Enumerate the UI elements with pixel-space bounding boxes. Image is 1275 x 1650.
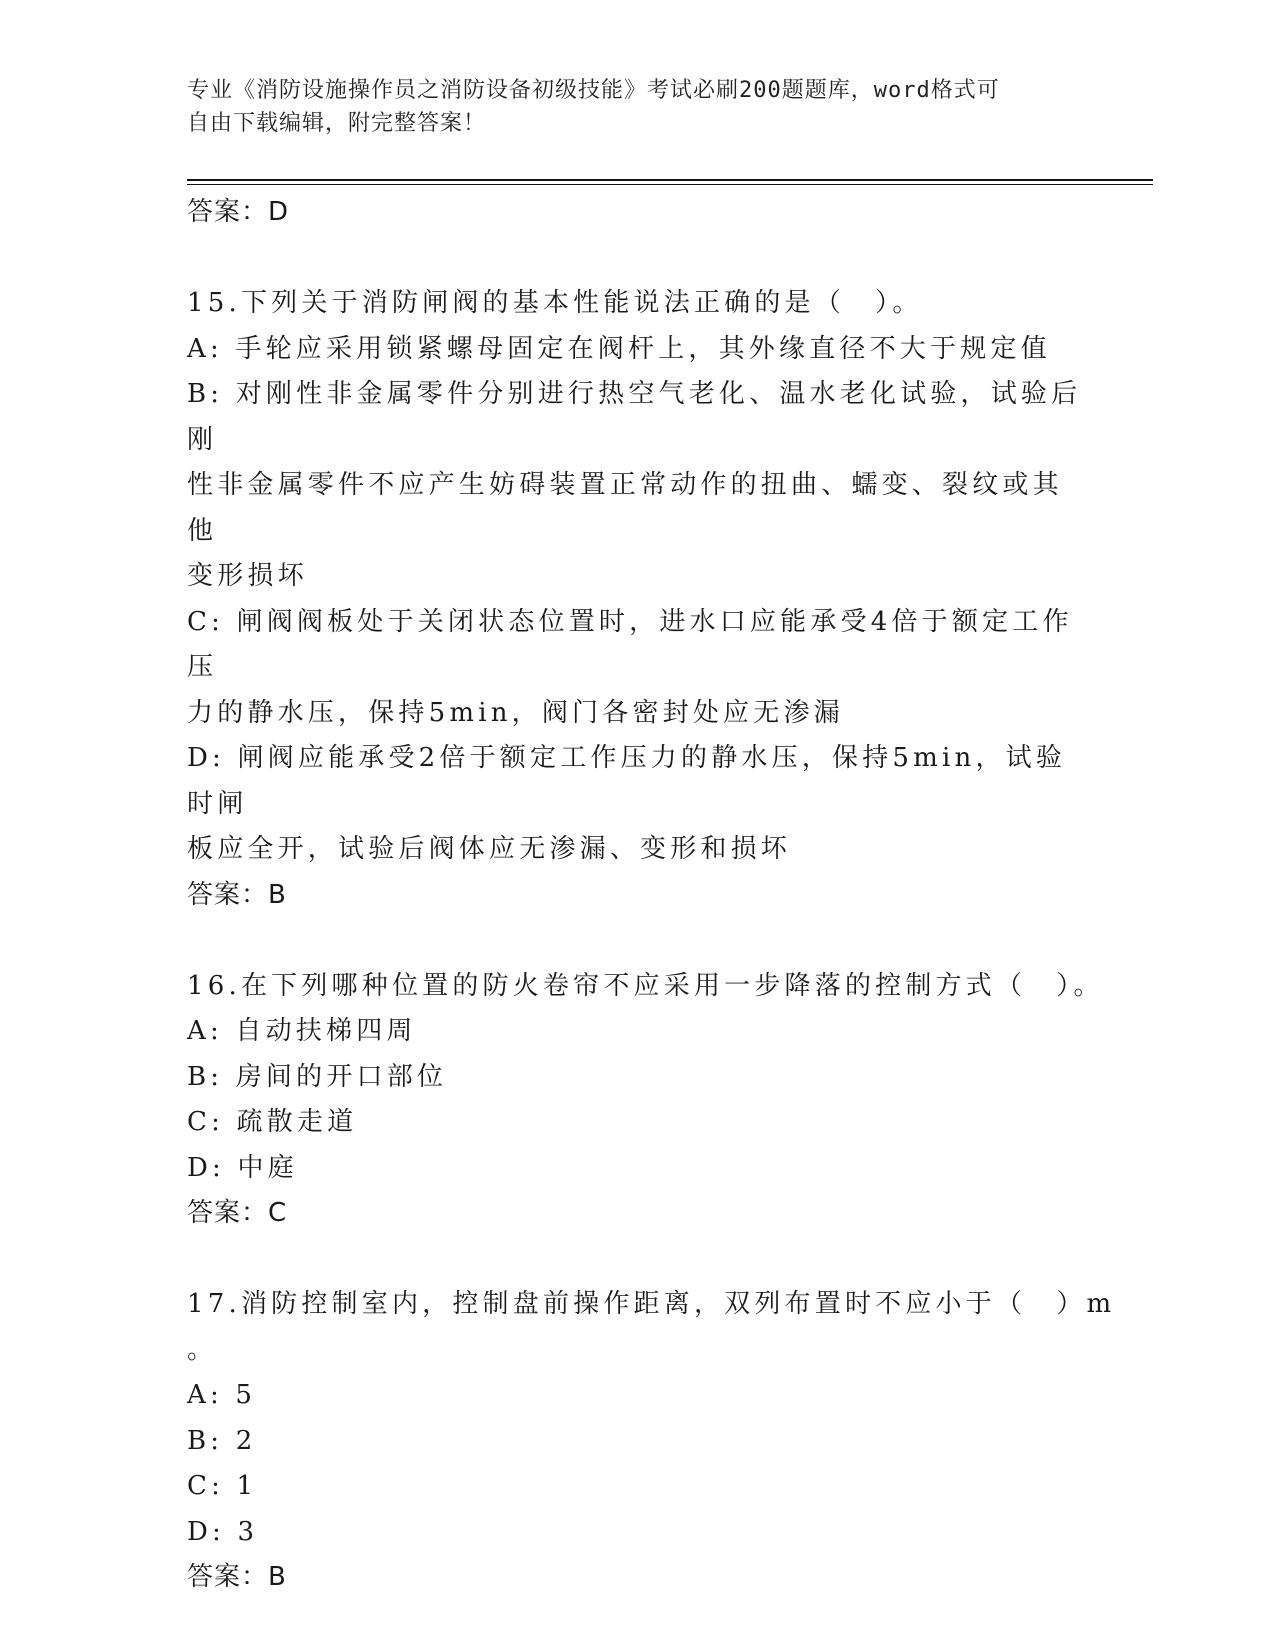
- question-answer: 答案：B: [187, 879, 287, 910]
- option-d: D: 闸阀应能承受2倍于额定工作压力的静水压，保持5min，试验时闸: [187, 743, 1067, 819]
- option-a: A: 5: [187, 1380, 257, 1410]
- question-stem: 15.下列关于消防闸阀的基本性能说法正确的是（ ）。: [187, 288, 923, 318]
- option-b: B: 2: [187, 1425, 257, 1456]
- header-divider-thick: [187, 179, 1153, 181]
- option-c: C: 1: [187, 1471, 258, 1501]
- option-a: A: 自动扶梯四周: [187, 1016, 417, 1046]
- option-c-cont: 力的静水压，保持5min，阀门各密封处应无渗漏: [187, 697, 844, 728]
- question-block: [187, 281, 1087, 918]
- option-b-cont: 性非金属零件不应产生妨碍装置正常动作的扭曲、蠕变、裂纹或其他: [187, 470, 1063, 546]
- spacer: [187, 236, 1087, 282]
- option-b: B: 对刚性非金属零件分别进行热空气老化、温水老化试验，试验后刚: [187, 379, 1082, 455]
- question-stem: 16.在下列哪种位置的防火卷帘不应采用一步降落的控制方式（ ）。: [187, 970, 1104, 1001]
- header-line-2: 自由下载编辑，附完整答案！: [187, 111, 487, 136]
- option-d: D: 中庭: [187, 1152, 298, 1183]
- option-c: C: 闸阀阀板处于关闭状态位置时，进水口应能承受4倍于额定工作压: [187, 606, 1073, 682]
- option-d: D: 3: [187, 1516, 259, 1547]
- spacer: [187, 1237, 1087, 1283]
- question-block: [187, 1282, 1116, 1601]
- option-a: A: 手轮应采用锁紧螺母固定在阀杆上，其外缘直径不大于规定值: [187, 333, 1051, 364]
- question-content: [187, 190, 1116, 1601]
- question-answer: 答案：B: [187, 1562, 287, 1592]
- question-block: [187, 964, 1104, 1237]
- question-answer: 答案：C: [187, 1198, 288, 1228]
- previous-answer: 答案：D: [187, 197, 290, 227]
- option-b: B: 房间的开口部位: [187, 1061, 448, 1092]
- header-line-1: 专业《消防设施操作员之消防设备初级技能》考试必刷200题题库，word格式可: [187, 78, 1000, 103]
- document-header: [187, 74, 1067, 140]
- spacer: [187, 918, 1087, 964]
- option-c: C: 疏散走道: [187, 1107, 358, 1137]
- question-stem: 17.消防控制室内，控制盘前操作距离，双列布置时不应小于（ ）m: [187, 1289, 1116, 1319]
- header-divider-thin: [187, 184, 1153, 185]
- option-b-cont: 变形损坏: [187, 561, 308, 591]
- question-stem-cont: 。: [187, 1334, 218, 1365]
- option-d-cont: 板应全开，试验后阀体应无渗漏、变形和损坏: [187, 834, 792, 864]
